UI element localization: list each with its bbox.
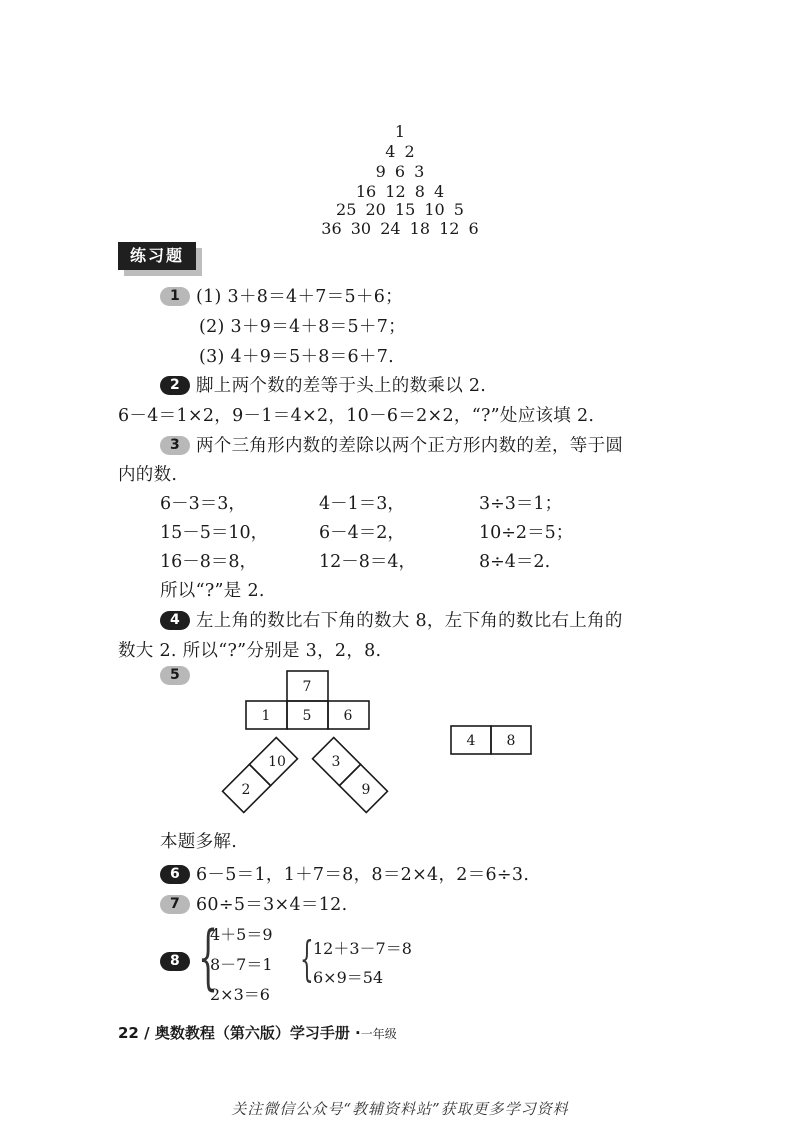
problem-4-text-1: 左上角的数比右下角的数大 8，左下角的数比右上角的 <box>196 611 623 631</box>
problem-2-line-2: 6－4＝1×2，9－1＝4×2，10－6＝2×2，“?”处应该填 2. <box>118 406 595 426</box>
pair-right-value: 8 <box>506 733 516 749</box>
problem-2-badge: 2 <box>160 376 190 395</box>
problem-1-line-2: (2) 3＋9＝4＋8＝5＋7； <box>199 317 406 337</box>
right-domino-upper-value: 3 <box>331 754 341 770</box>
problem-8-line <box>160 952 196 972</box>
problem-3-cell: 3÷3＝1； <box>479 494 563 514</box>
problem-3-cell: 4－1＝3， <box>319 494 405 514</box>
problem-3-cell: 15－5＝10， <box>160 523 269 543</box>
problem-8-brace-1: { <box>198 916 219 998</box>
problem-8-group-2-line: 12＋3－7＝8 <box>313 939 412 958</box>
triangle-row-2: 4 2 <box>385 142 415 161</box>
problem-8-group-1-line: 2×3＝6 <box>210 985 270 1004</box>
problem-5-note: 本题多解. <box>160 832 238 852</box>
problem-6-line <box>160 861 529 886</box>
triangle-row-4: 16 12 8 4 <box>355 182 445 201</box>
cross-center-value: 5 <box>302 708 312 724</box>
cross-top-value: 7 <box>302 679 312 695</box>
footer-separator: / <box>144 1024 150 1042</box>
problem-3-conclusion: 所以“?”是 2. <box>160 581 265 601</box>
problem-4-line-2: 数大 2. 所以“?”分别是 3，2，8. <box>118 641 382 661</box>
problem-3-cell: 16－8＝8， <box>160 552 258 572</box>
problem-3-line-2: 内的数. <box>118 465 178 485</box>
book-title: 奥数教程（第六版）学习手册 · <box>154 1024 361 1042</box>
left-domino-upper-value: 10 <box>268 754 286 770</box>
problem-4-badge: 4 <box>160 611 190 630</box>
problem-3-cell: 12－8＝4， <box>319 552 417 572</box>
problem-7-text: 60÷5＝3×4＝12. <box>196 895 348 915</box>
problem-3-cell: 8÷4＝2. <box>479 552 551 572</box>
problem-3-cell: 6－4＝2， <box>319 523 405 543</box>
page-footer <box>118 1022 397 1043</box>
problem-8-group-2-line: 6×9＝54 <box>313 968 384 987</box>
problem-8-group-1-line: 8－7＝1 <box>210 955 273 974</box>
problem-7-badge: 7 <box>160 895 190 914</box>
triangle-row-3: 9 6 3 <box>375 162 425 181</box>
problem-3-cell: 6－3＝3， <box>160 494 246 514</box>
pair-left-value: 4 <box>466 733 476 749</box>
triangle-row-6: 36 30 24 18 12 6 <box>321 219 479 238</box>
problem-2-text-1: 脚上两个数的差等于头上的数乘以 2. <box>196 376 487 396</box>
triangle-row-1: 1 <box>394 122 406 141</box>
right-domino-lower-value: 9 <box>361 782 371 798</box>
grade-label: 一年级 <box>360 1027 397 1041</box>
triangle-row-5: 25 20 15 10 5 <box>336 200 464 219</box>
problem-8-brace-2: { <box>300 931 314 987</box>
cross-left-value: 1 <box>261 708 271 724</box>
problem-3-cell: 10÷2＝5； <box>479 523 574 543</box>
page-number: 22 <box>118 1024 139 1042</box>
problem-8-badge: 8 <box>160 952 190 971</box>
problem-8-group-1-line: 4＋5＝9 <box>210 925 273 944</box>
problem-6-badge: 6 <box>160 865 190 884</box>
problem-1-badge: 1 <box>160 287 190 306</box>
problem-7-line <box>160 891 347 916</box>
cross-right-value: 6 <box>343 708 353 724</box>
section-title: 练习题 <box>118 242 196 270</box>
watermark-text: 关注微信公众号“教辅资料站”获取更多学习资料 <box>231 1100 569 1118</box>
problem-3-text-1: 两个三角形内数的差除以两个正方形内数的差，等于圆 <box>196 436 624 456</box>
left-domino-lower-value: 2 <box>241 782 251 798</box>
problem-3-badge: 3 <box>160 436 190 455</box>
problem-1-text-1: (1) 3＋8＝4＋7＝5＋6； <box>196 287 403 307</box>
problem-6-text: 6－5＝1，1＋7＝8，8＝2×4，2＝6÷3. <box>196 865 530 885</box>
problem-5-badge: 5 <box>160 666 190 685</box>
problem-1-line-3: (3) 4＋9＝5＋8＝6＋7. <box>199 347 395 367</box>
